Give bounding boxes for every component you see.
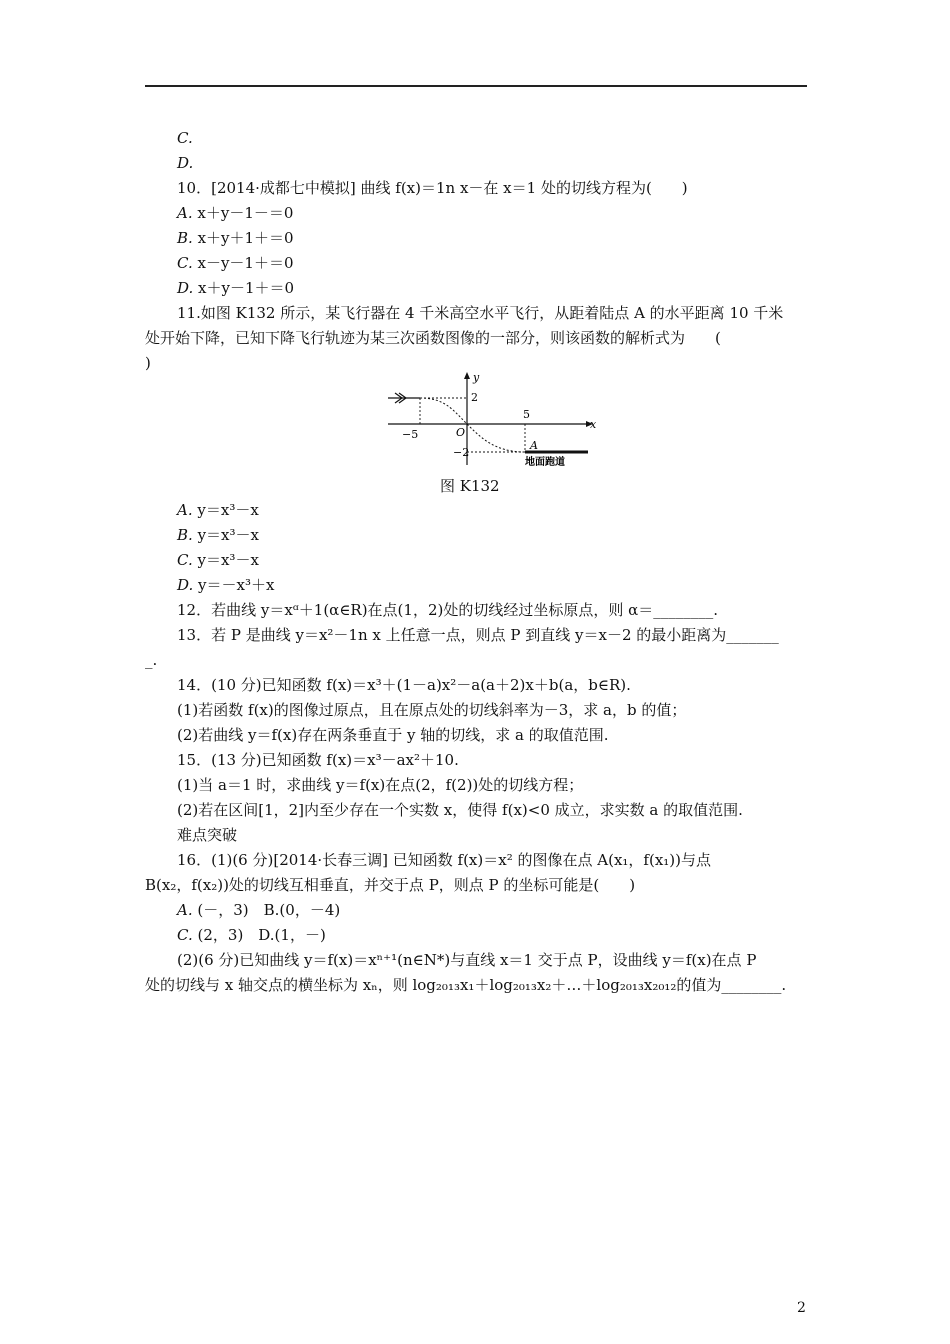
tick-x-minus5: −5 — [402, 428, 419, 441]
option-a-b: A. (－，3) B.(0，－4) — [177, 901, 341, 919]
option-c-d: C. (2，3) D.(1，－) — [177, 926, 326, 944]
question-12: 12．若曲线 y＝xᵅ＋1(α∈R)在点(1，2)处的切线经过坐标原点，则 α＝________. — [177, 601, 719, 619]
option-d: D. y＝－x³＋x — [177, 576, 275, 594]
question-15: 15．(13 分)已知函数 f(x)＝x³－ax²＋10. — [177, 751, 459, 769]
question-16-part2-line1: (2)(6 分)已知曲线 y＝f(x)＝xⁿ⁺¹(n∈N*)与直线 x＝1 交于点 P，设曲线 y＝f(x)在点 P — [177, 951, 757, 969]
header-rule — [145, 85, 807, 87]
question-14: 14．(10 分)已知函数 f(x)＝x³＋(1－a)x²－a(a＋2)x＋b(a，b∈R). — [177, 676, 631, 694]
y-axis-label: y — [473, 371, 480, 384]
page-number: 2 — [797, 1300, 806, 1316]
question-15-part2: (2)若在区间[1，2]内至少存在一个实数 x，使得 f(x)<0 成立，求实数 a 的取值范围. — [177, 801, 743, 819]
question-11-line2: 处开始下降，已知下降飞行轨迹为某三次函数图像的一部分，则该函数的解析式为 ( — [145, 329, 721, 347]
option-d: D. x＋y－1＋＝0 — [177, 279, 295, 297]
figure-k132 — [385, 370, 600, 470]
option-a: A. x＋y－1－＝0 — [177, 204, 294, 222]
y-axis-arrow-icon — [464, 372, 470, 379]
origin-label: O — [456, 426, 466, 439]
question-16-line2: B(x₂，f(x₂))处的切线互相垂直，并交于点 P，则点 P 的坐标可能是( ) — [145, 876, 636, 894]
runway-label: 地面跑道 — [525, 457, 565, 468]
tick-x-5: 5 — [523, 408, 530, 421]
option-a: A. y＝x³－x — [177, 501, 259, 519]
option-d: D. — [177, 154, 194, 172]
question-14-part2: (2)若曲线 y＝f(x)存在两条垂直于 y 轴的切线，求 a 的取值范围. — [177, 726, 609, 744]
tick-y-minus2: −2 — [453, 446, 470, 459]
option-c: C. y＝x³－x — [177, 551, 259, 569]
figure-caption: 图 K132 — [440, 477, 500, 495]
descent-curve — [420, 398, 525, 452]
question-16-line1: 16．(1)(6 分)[2014·长春三调] 已知函数 f(x)＝x² 的图像在点 A(x₁，f(x₁))与点 — [177, 851, 711, 869]
question-16-part2-line2: 处的切线与 x 轴交点的横坐标为 xₙ，则 log₂₀₁₃x₁＋log₂₀₁₃x₂＋…＋log₂₀₁₃x₂₀₁₂的值为________. — [145, 976, 787, 994]
option-b: B. y＝x³－x — [177, 526, 259, 544]
question-13-cont: _. — [145, 651, 158, 669]
option-c: C. — [177, 129, 193, 147]
question-14-part1: (1)若函数 f(x)的图像过原点，且在原点处的切线斜率为－3，求 a，b 的值； — [177, 701, 687, 719]
question-10: 10．[2014·成都七中模拟] 曲线 f(x)＝1n x－在 x＝1 处的切线方程为( ) — [177, 179, 688, 197]
question-11-line3: ) — [145, 354, 151, 372]
option-b: B. x＋y＋1＋＝0 — [177, 229, 294, 247]
x-axis-label: x — [590, 418, 597, 431]
point-a-label: A — [530, 439, 538, 452]
question-11-line1: 11.如图 K132 所示，某飞行器在 4 千米高空水平飞行，从距着陆点 A 的水平距离 10 千米 — [177, 304, 784, 322]
tick-y-2: 2 — [471, 391, 478, 404]
question-15-part1: (1)当 a＝1 时，求曲线 y＝f(x)在点(2，f(2))处的切线方程； — [177, 776, 584, 794]
option-c: C. x－y－1＋＝0 — [177, 254, 294, 272]
question-13: 13．若 P 是曲线 y＝x²－1n x 上任意一点，则点 P 到直线 y＝x－2 的最小距离为_______ — [177, 626, 779, 644]
section-heading: 难点突破 — [177, 826, 238, 844]
